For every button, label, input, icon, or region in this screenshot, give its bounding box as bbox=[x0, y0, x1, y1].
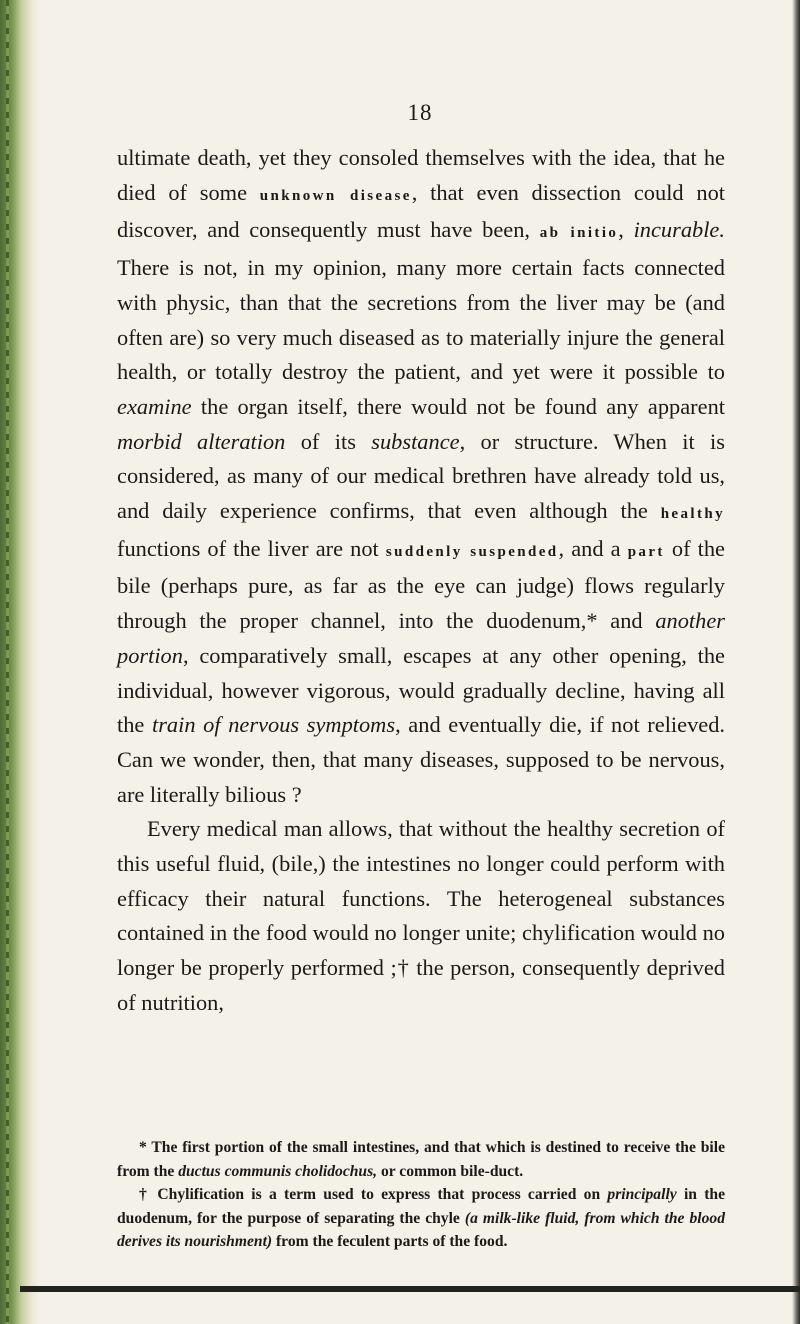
italic-phrase: examine bbox=[117, 393, 192, 419]
italic-phrase: train of nervous symptoms bbox=[152, 712, 396, 738]
small-caps-phrase: healthy bbox=[660, 506, 725, 523]
footnote-2: † Chylification is a term used to express that process carried on principally in the duodenum, for the purpose of separating the chyle (a milk-like fluid, from which the blood derives its nourishment) from the feculent parts of the food. bbox=[117, 1186, 726, 1250]
page-number: 18 bbox=[407, 100, 433, 125]
page-right-edge bbox=[792, 0, 800, 1324]
italic-phrase: incurable. bbox=[633, 217, 725, 243]
italic-phrase: another portion bbox=[117, 608, 725, 668]
small-caps-phrase: suddenly suspended bbox=[385, 543, 559, 560]
paragraph-1: ultimate death, yet they consoled themselves with the idea, that he died of some unknown disease, that even dissection could not discover, and consequently must have been, ab initio, incurable. There is not, in my opinion, many more certain facts connected with physic, than that the secretions from the liver may be (and often are) so very much diseased as to materially injure the general health, or totally destroy the patient, and yet were it possible to examine the organ itself, there would not be found any apparent morbid alteration of its substance, or structure. When it is considered, as many of our medical brethren have already told us, and daily experience confirms, that even although the healthy functions of the liver are not suddenly suspended, and a part of the bile (perhaps pure, as far as the eye can judge) flows regularly through the proper channel, into the duodenum,* and another portion, comparatively small, escapes at any other opening, the individual, however vigorous, would gradually decline, having all the train of nervous symptoms, and eventually die, if not relieved. Can we wonder, then, that many diseases, supposed to be nervous, are literally bilious ? bbox=[117, 145, 726, 807]
footnotes bbox=[117, 1136, 725, 1254]
small-caps-phrase: unknown disease bbox=[259, 187, 412, 204]
body-text bbox=[117, 141, 725, 1021]
paragraph-2: Every medical man allows, that without the healthy secretion of this useful fluid, (bile,) the intestines no longer could perform with efficacy their natural functions. The heterogeneal substances contained in the food would no longer unite; chylification would no longer be properly performed ;† the person, consequently deprived of nutrition, bbox=[117, 816, 725, 1015]
footnote-1: * The first portion of the small intestines, and that which is destined to receive the bile from the ductus communis cholidochus, or common bile-duct. bbox=[117, 1139, 725, 1180]
italic-phrase: (a milk-like fluid, from which the blood derives its nourishment) bbox=[117, 1209, 726, 1250]
bottom-rule bbox=[20, 1286, 800, 1292]
page-binding-edge bbox=[0, 0, 40, 1324]
italic-phrase: substance bbox=[371, 428, 460, 454]
italic-phrase: morbid alteration bbox=[117, 428, 286, 454]
italic-phrase: ductus communis cholidochus, bbox=[178, 1162, 378, 1180]
italic-phrase: principally bbox=[607, 1186, 677, 1203]
small-caps-phrase: ab initio bbox=[539, 225, 619, 242]
small-caps-phrase: part bbox=[627, 543, 665, 560]
